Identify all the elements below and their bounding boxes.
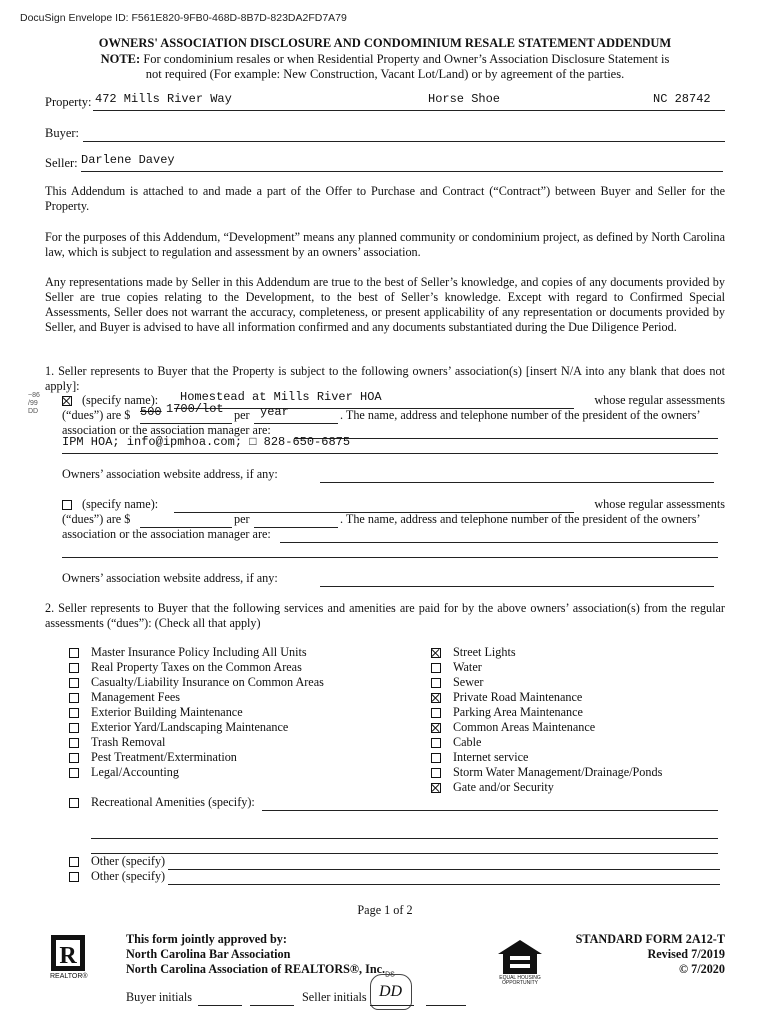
right-item-label: Common Areas Maintenance (453, 720, 596, 734)
assoc1-specify-label: (specify name): (82, 393, 159, 407)
equal-housing-text: EQUAL HOUSING OPPORTUNITY (499, 975, 541, 986)
assoc2-name-row (62, 497, 725, 513)
assoc1-manager-value: IPM HOA; info@ipmhoa.com; □ 828-650-6875 (62, 435, 351, 449)
property-address: 472 Mills River Way (95, 92, 232, 106)
assoc1-per-value: year (260, 405, 289, 419)
right-item-checkbox[interactable] (431, 723, 441, 733)
assoc2-website-row (62, 571, 725, 587)
assoc2-manager-field2[interactable] (62, 542, 718, 558)
buyer-initials-label: Buyer initials (126, 990, 193, 1004)
approved-line2: North Carolina Bar Association (126, 947, 291, 961)
recreational-field2[interactable] (91, 823, 718, 839)
approved-block (126, 932, 395, 982)
recreational-field[interactable] (262, 795, 718, 811)
assoc1-dues-field[interactable] (140, 402, 232, 424)
property-label: Property: (45, 95, 92, 109)
realtor-logo-text: REALTOR® (50, 973, 88, 980)
property-field[interactable] (93, 92, 725, 111)
assoc1-manager-field2[interactable] (62, 435, 718, 454)
assoc1-whose-text: whose regular assessments (594, 393, 725, 407)
svg-text:R: R (59, 943, 77, 969)
assoc2-per-label: per (234, 512, 250, 526)
left-item-label: Legal/Accounting (91, 765, 179, 779)
right-item-checkbox[interactable] (431, 693, 441, 703)
note-line2: not required (For example: New Construction, Vacant Lot/Land) or by agreement of the parties. (145, 67, 625, 81)
assoc2-specify-label: (specify name): (82, 497, 159, 511)
assoc2-website-field[interactable] (320, 571, 714, 587)
assoc2-president-text: . The name, address and telephone number of the president of the owners’ (340, 512, 701, 526)
right-item-checkbox[interactable] (431, 753, 441, 763)
right-item-label: Cable (453, 735, 482, 749)
recreational-field3[interactable] (91, 838, 718, 854)
recreational-checkbox[interactable] (69, 798, 79, 808)
left-item-checkbox[interactable] (69, 663, 79, 673)
equal-housing-icon (495, 938, 545, 976)
assoc2-dues-label: (“dues”) are $ (62, 512, 131, 526)
assoc1-website-field[interactable] (320, 467, 714, 483)
seller-label: Seller: (45, 156, 78, 170)
document-title: OWNERS' ASSOCIATION DISCLOSURE AND CONDOMINIUM RESALE STATEMENT ADDENDUM (98, 36, 672, 50)
buyer-field[interactable] (83, 126, 725, 142)
left-item-label: Exterior Yard/Landscaping Maintenance (91, 720, 289, 734)
seller-name: Darlene Davey (81, 153, 175, 167)
left-item-label: Real Property Taxes on the Common Areas (91, 660, 302, 674)
assoc1-name: Homestead at Mills River HOA (180, 390, 382, 404)
left-item-checkbox[interactable] (69, 723, 79, 733)
seller-row (45, 153, 725, 172)
right-item-checkbox[interactable] (431, 663, 441, 673)
left-item-checkbox[interactable] (69, 648, 79, 658)
para-development: For the purposes of this Addendum, “Development” means any planned community or condominium project, as defined by North Carolina law, which is subject to regulation and assessment by an owners’ association. (45, 230, 725, 259)
seller-initials-field2[interactable] (426, 990, 466, 1006)
right-item-checkbox[interactable] (431, 708, 441, 718)
left-item-label: Management Fees (91, 690, 181, 704)
right-item-checkbox[interactable] (431, 768, 441, 778)
section2-intro: 2. Seller represents to Buyer that the following services and amenities are paid for by the above owners’ association(s) from the regular assessments (“dues”): (Check all that apply) (45, 601, 725, 630)
assoc2-website-label: Owners’ association website address, if any: (62, 571, 278, 585)
right-item-label: Gate and/or Security (453, 780, 554, 794)
note-line1: For condominium resales or when Residential Property and Owner’s Association Disclosure Statement is (143, 52, 670, 66)
equal-housing-logo (495, 938, 545, 986)
note-label: NOTE: (100, 52, 141, 66)
assoc1-per-field[interactable] (254, 405, 338, 424)
property-row (45, 92, 725, 111)
assoc2-manager-label: association or the association manager are: (62, 527, 271, 541)
assoc2-checkbox[interactable] (62, 500, 72, 510)
para-attached: This Addendum is attached to and made a part of the Offer to Purchase and Contract (“Contract”) between Buyer and Seller for the Property. (45, 184, 725, 213)
envelope-id: DocuSign Envelope ID: F561E820-9FB0-468D-8B7D-823DA2FD7A79 (20, 12, 347, 24)
section1-intro: 1. Seller represents to Buyer that the Property is subject to the following owners’ association(s) [insert N/A into any blank that does not apply]: (45, 364, 725, 393)
buyer-row (45, 126, 725, 142)
left-item-checkbox[interactable] (69, 768, 79, 778)
standard-form-revised: Revised 7/2019 (647, 947, 725, 961)
assoc1-checkbox[interactable] (62, 396, 72, 406)
right-item-label: Street Lights (453, 645, 516, 659)
buyer-initials-field2[interactable] (250, 990, 294, 1006)
left-item-label: Casualty/Liability Insurance on Common Areas (91, 675, 324, 689)
left-item-label: Trash Removal (91, 735, 166, 749)
approved-ds: DS (385, 971, 395, 979)
buyer-initials-field1[interactable] (198, 990, 242, 1006)
assoc2-dues-row (62, 512, 725, 528)
right-item-checkbox[interactable] (431, 648, 441, 658)
other2-field[interactable] (168, 869, 720, 885)
right-item-checkbox[interactable] (431, 678, 441, 688)
other1-label: Other (specify) (91, 854, 166, 868)
standard-form-copyright: © 7/2020 (678, 962, 725, 976)
note-block (0, 52, 770, 82)
assoc2-manager-row2 (62, 542, 725, 558)
other2-label: Other (specify) (91, 869, 166, 883)
seller-initials-value: DD (379, 983, 403, 1000)
left-item-checkbox[interactable] (69, 753, 79, 763)
right-item-label: Sewer (453, 675, 484, 689)
right-item-checkbox[interactable] (431, 738, 441, 748)
right-item-label: Internet service (453, 750, 529, 764)
right-item-checkbox[interactable] (431, 783, 441, 793)
assoc1-name-field[interactable] (174, 390, 574, 409)
recreational-label: Recreational Amenities (specify): (91, 795, 255, 809)
left-item-label: Master Insurance Policy Including All Units (91, 645, 307, 659)
buyer-label: Buyer: (45, 126, 80, 140)
assoc2-manager-field[interactable] (280, 527, 718, 543)
right-item-label: Water (453, 660, 482, 674)
assoc1-struck-amount: 500 (140, 405, 162, 419)
right-item-label: Parking Area Maintenance (453, 705, 583, 719)
approved-line3: North Carolina Association of REALTORS®, Inc. (126, 962, 386, 976)
assoc1-manager-label: association or the association manager are: (62, 423, 271, 437)
assoc2-manager-row (62, 527, 725, 543)
standard-form-block (540, 932, 725, 977)
other1-checkbox[interactable] (69, 857, 79, 867)
assoc1-per-label: per (234, 408, 250, 422)
standard-form-title: STANDARD FORM 2A12-T (575, 932, 725, 946)
right-item-label: Private Road Maintenance (453, 690, 583, 704)
assoc1-dues-label: (“dues”) are $ (62, 408, 131, 422)
left-item-checkbox[interactable] (69, 738, 79, 748)
seller-field[interactable] (81, 153, 723, 172)
para-representations: Any representations made by Seller in this Addendum are true to the best of Seller’s knowledge, and copies of any documents provided by Seller are true copies relating to the Development, to the best of Seller’s knowledge. Except with regard to Confirmed Special Assessments, Seller does not warrant the accuracy, completeness, or present applicability of any representation or documents provided by Seller, and Buyer is advised to have all information confirmed and any documents substantiated during the Due Diligence Period. (45, 275, 725, 334)
assoc1-manager-row2 (62, 435, 725, 454)
assoc1-website-row (62, 467, 725, 483)
seller-initials-field1[interactable] (370, 990, 414, 1006)
assoc1-amount: 1700/lot (166, 402, 224, 416)
assoc2-name-field[interactable] (174, 497, 574, 513)
realtor-logo (50, 935, 90, 981)
side-initial-marks: ~86 /99 DD (28, 392, 40, 415)
property-city: Horse Shoe (428, 92, 501, 106)
approved-line1: This form jointly approved by: (126, 932, 287, 946)
property-state-zip: NC 28742 (653, 92, 711, 106)
left-item-checkbox[interactable] (69, 693, 79, 703)
assoc2-dues-field[interactable] (140, 512, 232, 528)
left-item-label: Exterior Building Maintenance (91, 705, 243, 719)
seller-initials-label: Seller initials (302, 990, 367, 1004)
assoc2-per-field[interactable] (254, 512, 338, 528)
left-item-checkbox[interactable] (69, 708, 79, 718)
assoc1-website-label: Owners’ association website address, if any: (62, 467, 278, 481)
page-number: Page 1 of 2 (357, 903, 413, 917)
assoc2-whose-text: whose regular assessments (594, 497, 725, 511)
assoc1-manager-field[interactable] (294, 423, 718, 439)
initials-row (126, 983, 476, 1008)
assoc1-dues-row (62, 402, 725, 424)
other2-checkbox[interactable] (69, 872, 79, 882)
assoc1-president-text: . The name, address and telephone number of the president of the owners’ (340, 408, 701, 422)
left-item-checkbox[interactable] (69, 678, 79, 688)
left-item-label: Pest Treatment/Extermination (91, 750, 237, 764)
right-item-label: Storm Water Management/Drainage/Ponds (453, 765, 663, 779)
other1-field[interactable] (168, 854, 720, 870)
